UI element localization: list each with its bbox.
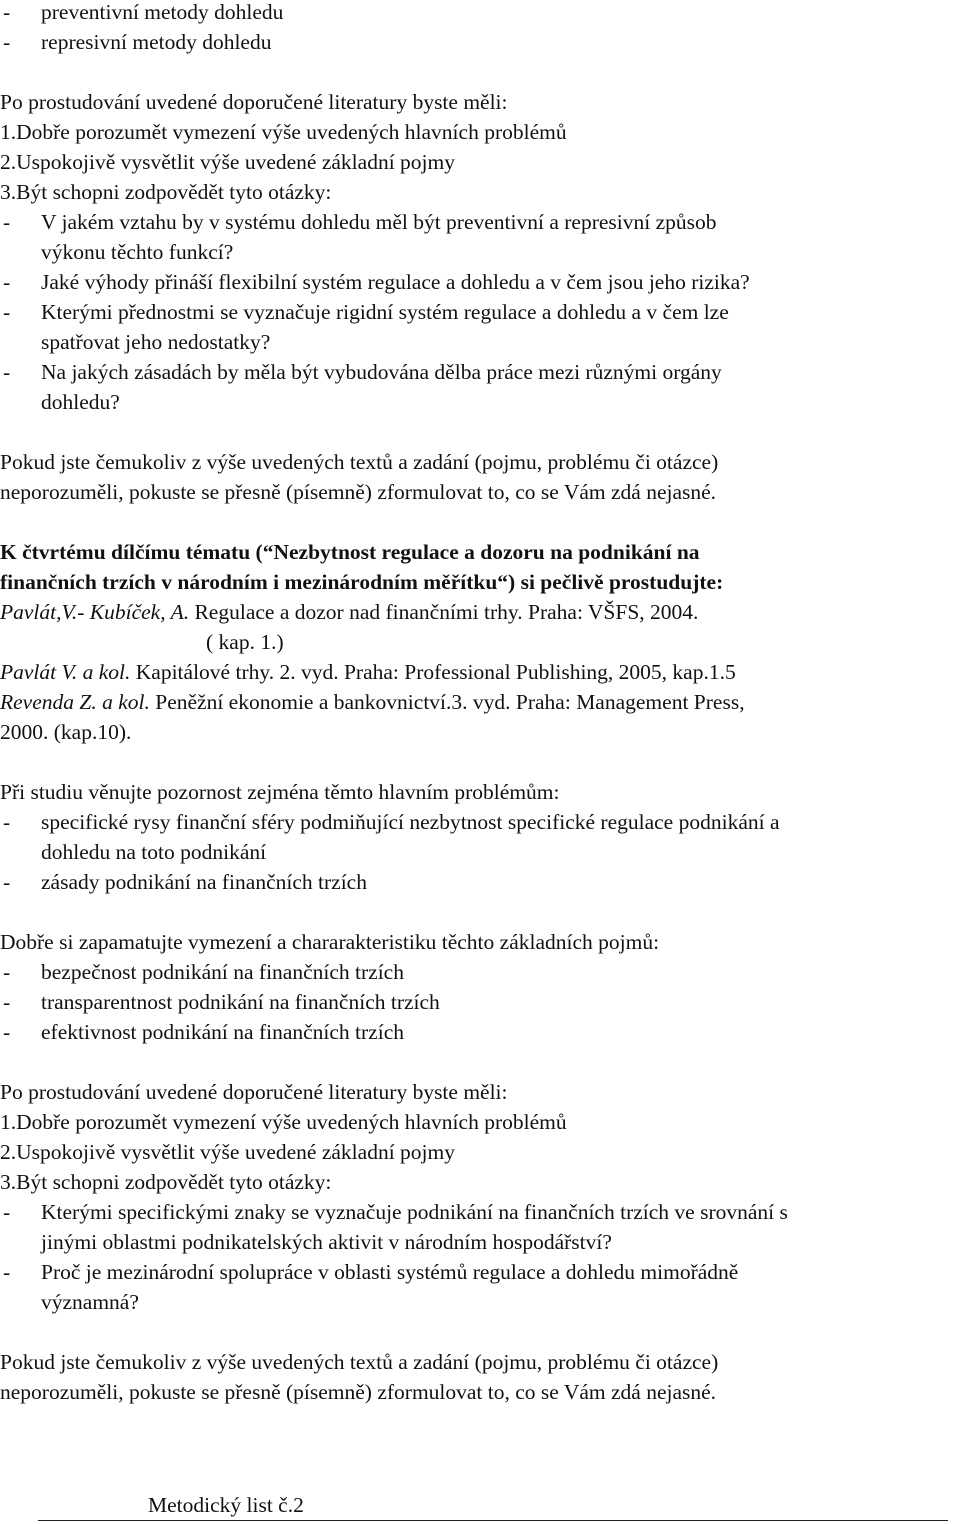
reference-author: Pavlát V. a kol. (0, 660, 131, 684)
note-text: neporozuměli, pokuste se přesně (písemně) zformulovat to, co se Vám zdá nejasné. (0, 1380, 717, 1404)
bullet-dash: - (3, 1260, 11, 1284)
bullet-dash: - (3, 30, 11, 54)
question-text: Kterými specifickými znaky se vyznačuje podnikání na finančních trzích ve srovnání s (41, 1200, 788, 1224)
bullet-dash: - (3, 990, 11, 1014)
bullet-dash: - (3, 1200, 11, 1224)
note-text: neporozuměli, pokuste se přesně (písemně) zformulovat to, co se Vám zdá nejasné. (0, 480, 717, 504)
question-text: Na jakých zásadách by měla být vybudována dělba práce mezi různými orgány (41, 360, 722, 384)
bullet-text: represivní metody dohledu (41, 30, 272, 54)
bullet-dash: - (3, 960, 11, 984)
note-text: Pokud jste čemukoliv z výše uvedených textů a zadání (pojmu, problému či otázce) (0, 450, 719, 474)
study-goal: 1.Dobře porozumět vymezení výše uvedených hlavních problémů (0, 1110, 567, 1134)
bullet-dash: - (3, 870, 11, 894)
focus-heading: Při studiu věnujte pozornost zejména těmto hlavním problémům: (0, 780, 560, 804)
term-text: transparentnost podnikání na finančních trzích (41, 990, 440, 1014)
bullet-dash: - (3, 300, 11, 324)
question-text: významná? (41, 1290, 139, 1314)
question-text: jinými oblastmi podnikatelských aktivit v národním hospodářství? (41, 1230, 612, 1254)
reference-title: Peněžní ekonomie a bankovnictví.3. vyd. Praha: Management Press, (149, 690, 745, 714)
study-goal: 3.Být schopni zodpovědět tyto otázky: (0, 180, 332, 204)
study-goal: 2.Uspokojivě vysvětlit výše uvedené základní pojmy (0, 1140, 455, 1164)
term-text: efektivnost podnikání na finančních trzích (41, 1020, 404, 1044)
focus-text: dohledu na toto podnikání (41, 840, 267, 864)
reference-item (0, 687, 745, 717)
bullet-dash: - (3, 270, 11, 294)
note-text: Pokud jste čemukoliv z výše uvedených textů a zadání (pojmu, problému či otázce) (0, 1350, 719, 1374)
footer-rule (38, 1520, 948, 1521)
study-goal: 1.Dobře porozumět vymezení výše uvedených hlavních problémů (0, 120, 567, 144)
reference-item (0, 597, 698, 627)
question-text: spatřovat jeho nedostatky? (41, 330, 271, 354)
bullet-dash: - (3, 360, 11, 384)
bullet-text: preventivní metody dohledu (41, 0, 284, 24)
study-goal: 2.Uspokojivě vysvětlit výše uvedené základní pojmy (0, 150, 455, 174)
question-text: Proč je mezinárodní spolupráce v oblasti systémů regulace a dohledu mimořádně (41, 1260, 739, 1284)
bullet-dash: - (3, 210, 11, 234)
reference-title: Regulace a dozor nad finančními trhy. Praha: VŠFS, 2004. (189, 600, 699, 624)
reference-author: Revenda Z. a kol. (0, 690, 150, 714)
bullet-dash: - (3, 0, 11, 24)
bullet-dash: - (3, 810, 11, 834)
question-text: V jakém vztahu by v systému dohledu měl být preventivní a represivní způsob (41, 210, 717, 234)
reference-author: Pavlát,V.- Kubíček, A. (0, 600, 190, 624)
reference-title: Kapitálové trhy. 2. vyd. Praha: Professional Publishing, 2005, kap.1.5 (130, 660, 736, 684)
bullet-dash: - (3, 1020, 11, 1044)
focus-text: specifické rysy finanční sféry podmiňující nezbytnost specifické regulace podnikání a (41, 810, 780, 834)
reference-item (0, 657, 736, 687)
question-text: Jaké výhody přináší flexibilní systém regulace a dohledu a v čem jsou jeho rizika? (41, 270, 750, 294)
term-text: bezpečnost podnikání na finančních trzích (41, 960, 404, 984)
study-heading: Po prostudování uvedené doporučené literatury byste měli: (0, 1080, 508, 1104)
study-goal: 3.Být schopni zodpovědět tyto otázky: (0, 1170, 332, 1194)
topic-heading: finančních trzích v národním i mezinárodním měřítku“) si pečlivě prostudujte: (0, 570, 724, 594)
topic-heading: K čtvrtému dílčímu tématu (“Nezbytnost regulace a dozoru na podnikání na (0, 540, 700, 564)
terms-heading: Dobře si zapamatujte vymezení a chararakteristiku těchto základních pojmů: (0, 930, 660, 954)
question-text: Kterými přednostmi se vyznačuje rigidní systém regulace a dohledu a v čem lze (41, 300, 729, 324)
study-heading: Po prostudování uvedené doporučené literatury byste měli: (0, 90, 508, 114)
reference-chapter: ( kap. 1.) (206, 630, 284, 654)
footer-label: Metodický list č.2 (148, 1493, 304, 1517)
question-text: výkonu těchto funkcí? (41, 240, 234, 264)
focus-text: zásady podnikání na finančních trzích (41, 870, 367, 894)
question-text: dohledu? (41, 390, 120, 414)
reference-year: 2000. (kap.10). (0, 720, 132, 744)
